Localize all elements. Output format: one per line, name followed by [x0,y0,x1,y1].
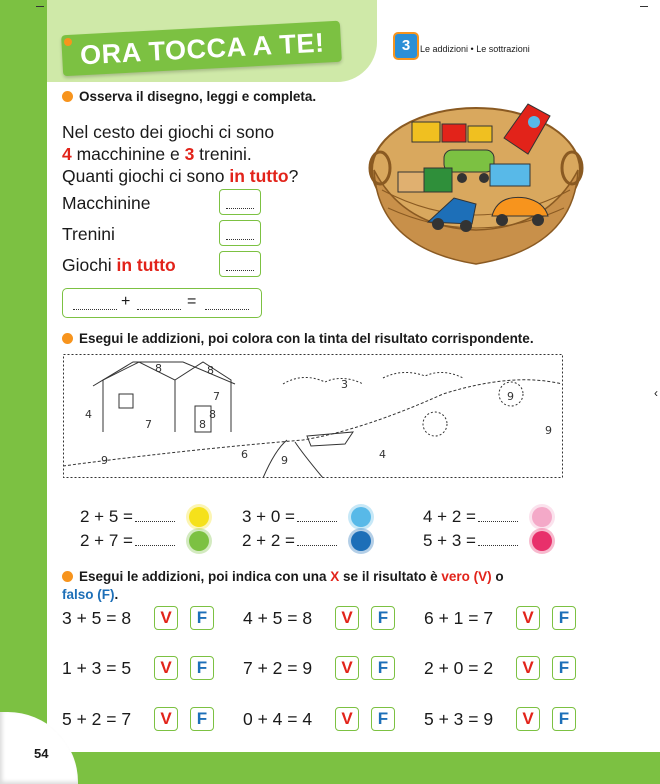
drawing-number: 9 [281,454,288,467]
answer-blank[interactable] [297,521,337,522]
plus-sign: + [121,293,131,310]
drawing-number: 7 [145,418,152,431]
true-checkbox[interactable]: V [335,656,359,680]
story-line: 4 macchinine e 3 trenini. [62,144,252,164]
answer-box[interactable] [219,220,261,246]
drawing-number: 7 [213,390,220,403]
false-checkbox[interactable]: F [371,707,395,731]
answer-box[interactable] [219,189,261,215]
drawing-number: 8 [155,362,162,375]
addition-expression: 2 + 7 = [80,531,133,550]
bullet-icon [62,91,73,102]
true-checkbox[interactable]: V [516,707,540,731]
true-checkbox[interactable]: V [335,707,359,731]
story-line: Quanti giochi ci sono in tutto? [62,166,299,186]
toy-basket-illustration [368,98,584,268]
drawing-number: 9 [101,454,108,467]
addition-expression: 2 + 2 = [242,531,295,550]
false-checkbox[interactable]: F [552,656,576,680]
false-checkbox[interactable]: F [371,656,395,680]
addition-expression: 5 + 3 = [423,531,476,550]
paint-splash-icon [532,507,552,527]
page-title: ORA TOCCA A TE! [61,21,341,77]
answer-blank[interactable] [135,545,175,546]
title-dot [64,38,72,46]
answer-box[interactable] [219,251,261,277]
exercise3-instruction: Esegui le addizioni, poi indica con una X se il risultato è vero (V) o falso (F). [62,569,504,602]
addition-expression: 2 + 5 = [80,507,133,526]
paint-splash-icon [189,507,209,527]
exercise2-instruction: Esegui le addizioni, poi colora con la tinta del risultato corrispondente. [62,331,534,346]
drawing-number: 3 [341,378,348,391]
addition-item [242,531,337,551]
equation-text: 0 + 4 = 4 [243,709,313,729]
answer-blank[interactable] [135,521,175,522]
true-checkbox[interactable]: V [335,606,359,630]
section-label: Le addizioni • Le sottrazioni [420,44,530,54]
answer-blank[interactable] [478,545,518,546]
crop-mark [36,6,44,7]
true-checkbox[interactable]: V [154,606,178,630]
equation-text: 7 + 2 = 9 [243,658,313,678]
false-checkbox[interactable]: F [552,707,576,731]
drawing-number: 4 [85,408,92,421]
addition-item [80,507,175,527]
row-label-macchinine: Macchinine [62,193,151,213]
drawing-number: 8 [199,418,206,431]
section-icon: 3 [393,32,419,60]
paint-splash-icon [189,531,209,551]
addition-item [423,531,518,551]
equation-text: 1 + 3 = 5 [62,658,132,678]
bottom-green-border [0,752,660,784]
story-line: Nel cesto dei giochi ci sono [62,122,275,142]
answer-blank[interactable] [297,545,337,546]
equation-text: 5 + 3 = 9 [424,709,494,729]
blank-line [137,309,181,310]
equation-text: 4 + 5 = 8 [243,608,313,628]
true-checkbox[interactable]: V [516,656,540,680]
addition-item [242,507,337,527]
equals-sign: = [187,293,197,310]
true-checkbox[interactable]: V [154,707,178,731]
exercise1-instruction: Osserva il disegno, leggi e completa. [62,89,316,104]
false-checkbox[interactable]: F [190,656,214,680]
addition-item [80,531,175,551]
equation-text: 6 + 1 = 7 [424,608,494,628]
true-checkbox[interactable]: V [516,606,540,630]
drawing-number: 8 [207,364,214,377]
addition-item [423,507,518,527]
answer-blank[interactable] [478,521,518,522]
paint-splash-icon [351,531,371,551]
edge-mark: ‹ [654,386,658,400]
drawing-number: 6 [241,448,248,461]
equation-text: 2 + 0 = 2 [424,658,494,678]
blank-line [205,309,249,310]
row-label-giochi: Giochi in tutto [62,255,176,275]
drawing-number: 4 [379,448,386,461]
paint-splash-icon [351,507,371,527]
equation-text: 3 + 5 = 8 [62,608,132,628]
addition-expression: 4 + 2 = [423,507,476,526]
false-checkbox[interactable]: F [371,606,395,630]
true-checkbox[interactable]: V [154,656,178,680]
equation-box[interactable] [62,288,262,318]
row-label-trenini: Trenini [62,224,115,244]
addition-expression: 3 + 0 = [242,507,295,526]
false-checkbox[interactable]: F [190,707,214,731]
drawing-number: 9 [507,390,514,403]
page-number: 54 [34,746,49,761]
equation-text: 5 + 2 = 7 [62,709,132,729]
drawing-number: 9 [545,424,552,437]
false-checkbox[interactable]: F [552,606,576,630]
false-checkbox[interactable]: F [190,606,214,630]
coloring-drawing [63,354,563,478]
drawing-number: 8 [209,408,216,421]
story-text [62,121,298,187]
paint-splash-icon [532,531,552,551]
left-green-border [0,0,47,784]
crop-mark [640,6,648,7]
blank-line [73,309,117,310]
bullet-icon [62,571,73,582]
bullet-icon [62,333,73,344]
